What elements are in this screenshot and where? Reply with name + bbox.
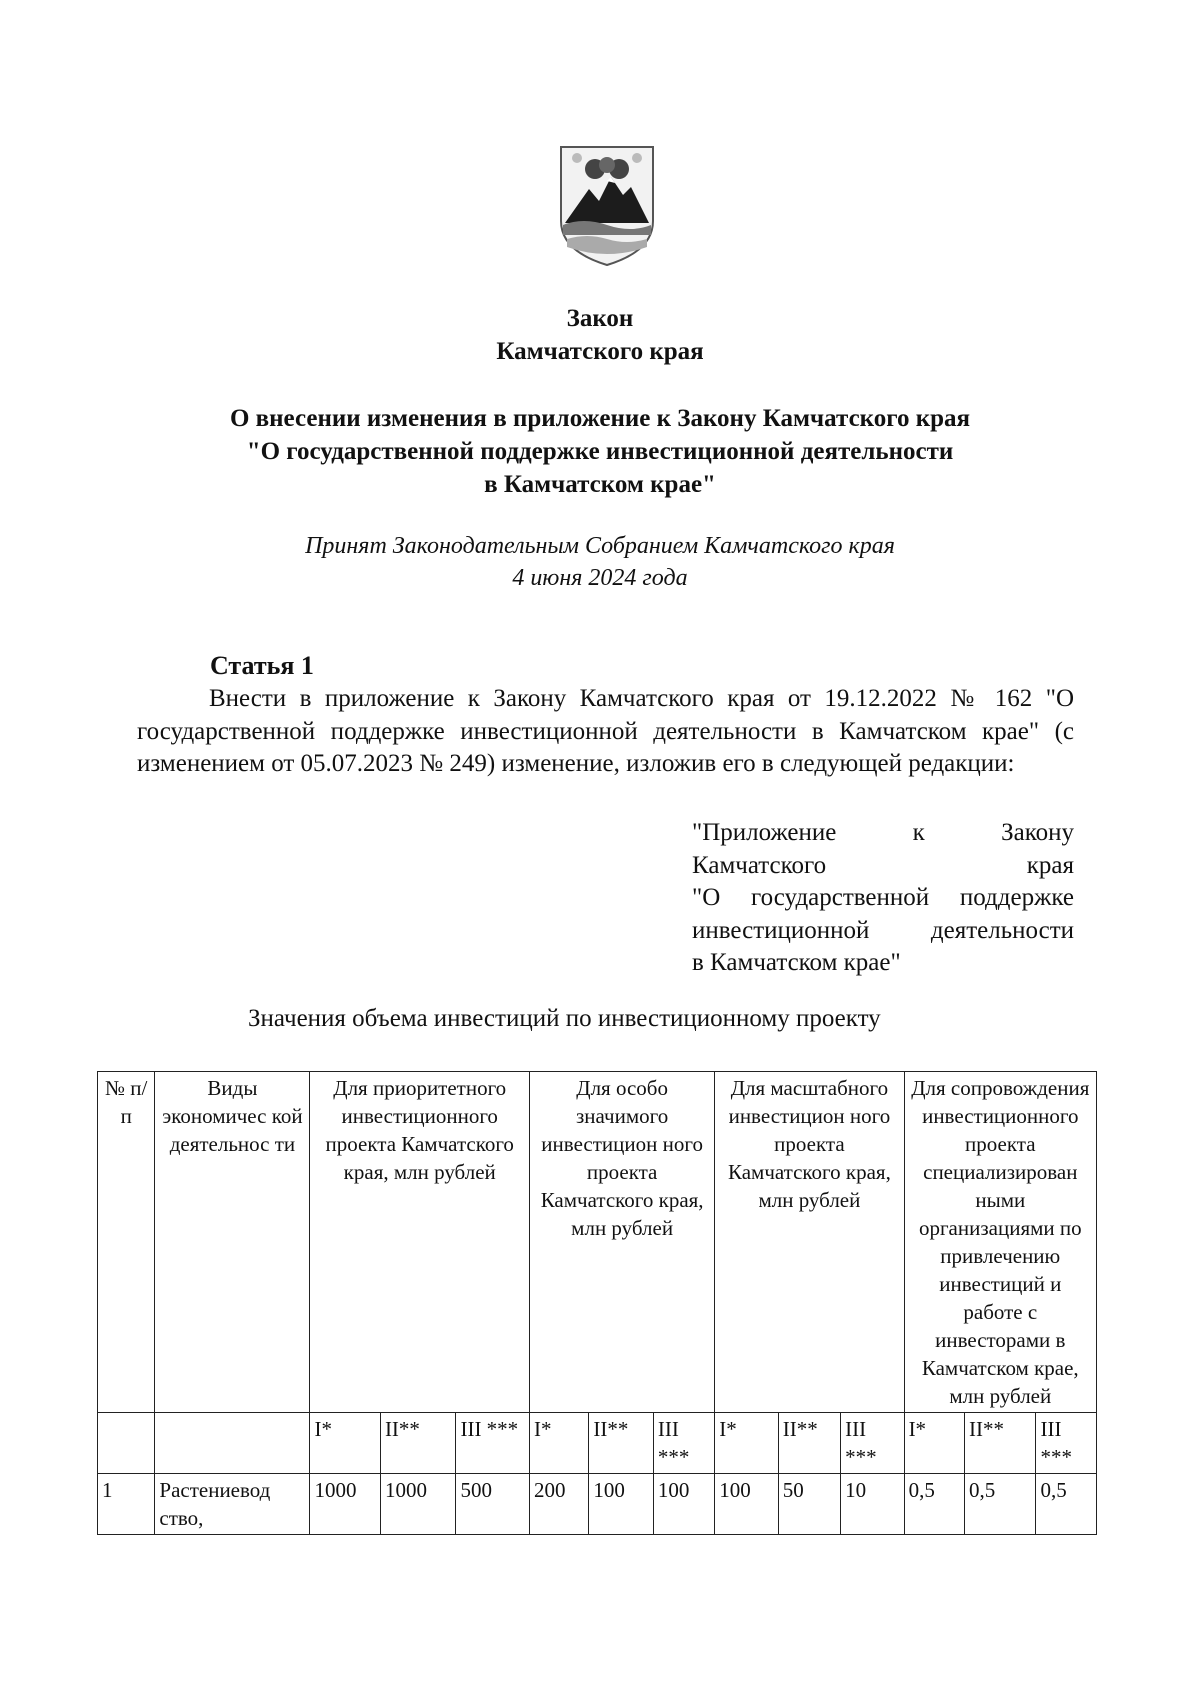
- row-value: 0,5: [1036, 1474, 1097, 1535]
- appendix-line: Камчатского края: [692, 851, 1074, 879]
- article-text: Внести в приложение к Закону Камчатского края от 19.12.2022 № 162 "О государственной поддержке инвестиционной деятельности в Камчатском крае" (с изменением от 05.07.2023 № 249) изменение, изложив его в следующей редакции:: [137, 685, 1074, 777]
- table-caption: Значения объема инвестиций по инвестиционному проекту: [248, 1005, 881, 1032]
- row-value: 50: [778, 1474, 840, 1535]
- row-value: 100: [589, 1474, 653, 1535]
- header-num: № п/п: [98, 1072, 155, 1413]
- header-activity: Виды экономичес кой деятельнос ти: [155, 1072, 310, 1413]
- law-title-line: Закон: [566, 305, 634, 332]
- subheader-cell: I*: [904, 1413, 964, 1474]
- table-row: [98, 1474, 1097, 1535]
- law-title: [0, 302, 1200, 368]
- table-header-row: [98, 1072, 1097, 1413]
- subheader-cell: III ***: [653, 1413, 714, 1474]
- appendix-line: инвестиционной деятельности: [692, 916, 1074, 944]
- law-subject-line: О внесении изменения в приложение к Закону Камчатского края: [229, 405, 971, 432]
- subheader-cell: II**: [964, 1413, 1035, 1474]
- subheader-cell: II**: [589, 1413, 653, 1474]
- law-title-region: Камчатского края: [496, 338, 704, 365]
- header-large: Для масштабного инвестицион ного проекта Камчатского края, млн рублей: [715, 1072, 904, 1413]
- appendix-line: "О государственной поддержке: [692, 884, 1074, 911]
- row-value: 0,5: [964, 1474, 1035, 1535]
- investment-table: [97, 1071, 1097, 1535]
- law-subject-line: "О государственной поддержке инвестиционной деятельности: [246, 438, 954, 465]
- adoption-date: 4 июня 2024 года: [512, 565, 688, 591]
- subheader-cell: I*: [529, 1413, 588, 1474]
- appendix-reference: [692, 817, 1074, 980]
- row-value: 500: [456, 1474, 530, 1535]
- subheader-cell: I*: [715, 1413, 778, 1474]
- table-subheader-row: [98, 1413, 1097, 1474]
- row-value: 100: [715, 1474, 778, 1535]
- row-value: 1000: [310, 1474, 380, 1535]
- appendix-line: "Приложение к Закону: [692, 819, 1074, 846]
- subheader-cell: III ***: [841, 1413, 904, 1474]
- row-num: 1: [98, 1474, 155, 1535]
- header-significant: Для особо значимого инвестицион ного проекта Камчатского края, млн рублей: [529, 1072, 714, 1413]
- subheader-cell: III ***: [1036, 1413, 1097, 1474]
- law-subject: [0, 402, 1200, 501]
- row-value: 100: [653, 1474, 714, 1535]
- row-value: 10: [841, 1474, 904, 1535]
- subheader-cell: III ***: [456, 1413, 530, 1474]
- subheader-cell: II**: [778, 1413, 840, 1474]
- article-heading: Статья 1: [210, 651, 314, 680]
- law-subject-line: в Камчатском крае": [484, 471, 716, 498]
- subheader-cell: II**: [380, 1413, 456, 1474]
- subheader-empty: [98, 1413, 155, 1474]
- row-value: 200: [529, 1474, 588, 1535]
- header-priority: Для приоритетного инвестиционного проекта Камчатского края, млн рублей: [310, 1072, 530, 1413]
- row-activity: Растениевод ство,: [155, 1474, 310, 1535]
- appendix-line: в Камчатском крае": [692, 949, 901, 976]
- subheader-empty: [155, 1413, 310, 1474]
- adoption-note: [0, 530, 1200, 594]
- subheader-cell: I*: [310, 1413, 380, 1474]
- row-value: 1000: [380, 1474, 456, 1535]
- coat-of-arms-icon: [557, 143, 657, 268]
- row-value: 0,5: [904, 1474, 964, 1535]
- adoption-body: Принят Законодательным Собранием Камчатского края: [305, 533, 895, 559]
- header-support: Для сопровождения инвестиционного проекта специализирован ными организациями по привлечению инвестиций и работе с инвесторами в Камчатском крае, млн рублей: [904, 1072, 1096, 1413]
